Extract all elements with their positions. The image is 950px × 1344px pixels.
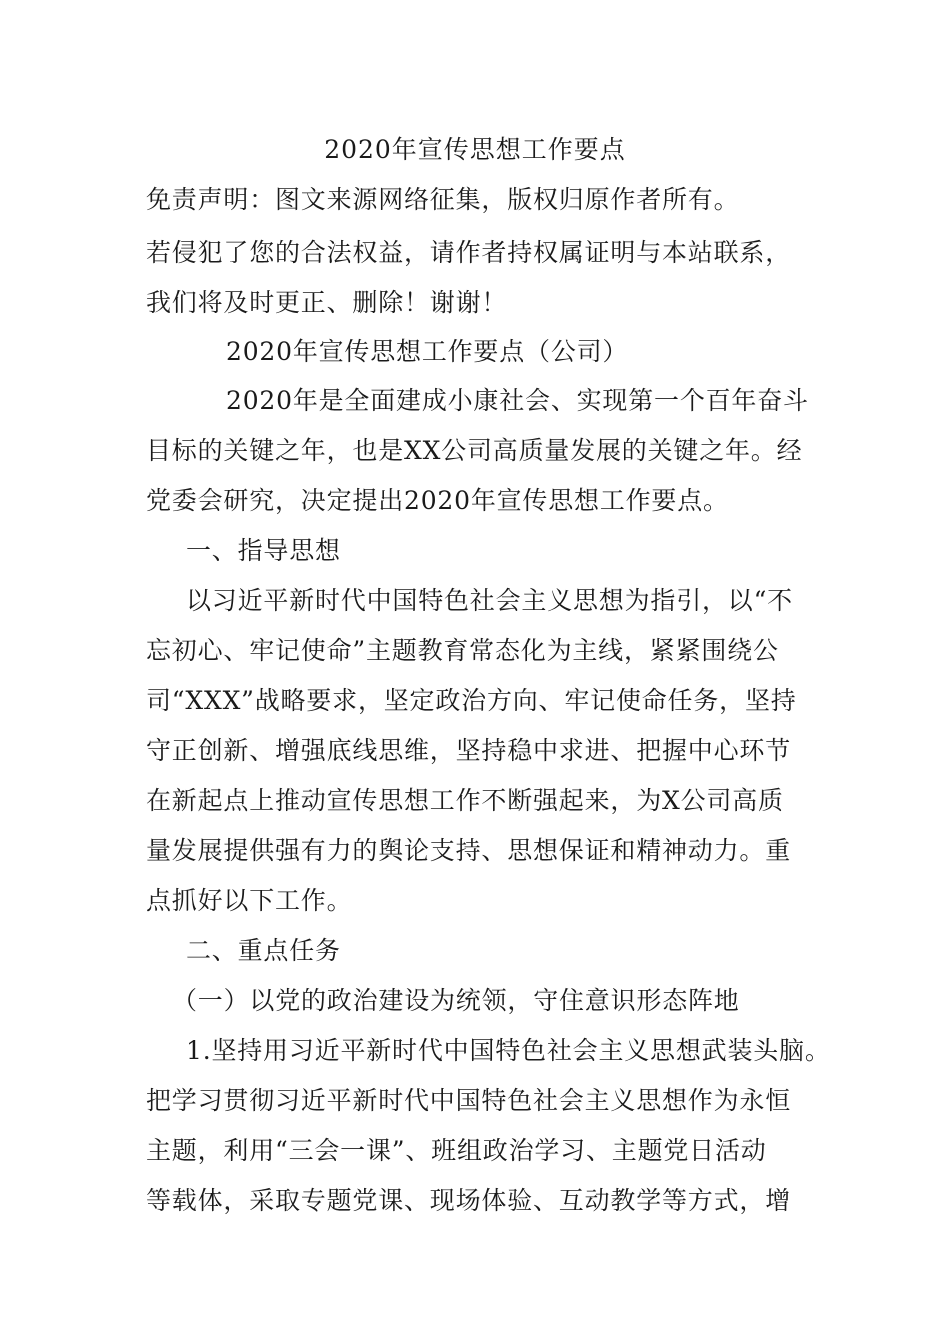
disclaimer-line: 免责声明：图文来源网络征集，版权归原作者所有。 — [146, 185, 740, 214]
section1-body-line: 以习近平新时代中国特色社会主义思想为指引，以“不 — [186, 586, 793, 615]
subsection1-heading: （一）以党的政治建设为统领，守住意识形态阵地 — [172, 986, 740, 1015]
document-title: 2020年宣传思想工作要点 — [324, 135, 626, 164]
document-subtitle: 2020年宣传思想工作要点（公司） — [226, 337, 629, 366]
section1-body-line: 司“XXX”战略要求，坚定政治方向、牢记使命任务，坚持 — [146, 686, 797, 715]
intro-line: 党委会研究，决定提出2020年宣传思想工作要点。 — [146, 486, 729, 515]
section1-body-line: 忘初心、牢记使命”主题教育常态化为主线，紧紧围绕公 — [146, 636, 779, 665]
section1-heading: 一、指导思想 — [186, 536, 341, 565]
section1-body-line: 点抓好以下工作。 — [146, 886, 353, 915]
disclaimer-line: 我们将及时更正、删除！谢谢！ — [146, 288, 508, 317]
item1-line: 主题，利用“三会一课”、班组政治学习、主题党日活动 — [146, 1136, 767, 1165]
item1-line: 1.坚持用习近平新时代中国特色社会主义思想武装头脑。 — [186, 1036, 831, 1065]
section1-body-line: 在新起点上推动宣传思想工作不断强起来，为X公司高质 — [146, 786, 784, 815]
intro-line: 目标的关键之年，也是XX公司高质量发展的关键之年。经 — [146, 436, 803, 465]
section1-body-line: 守正创新、增强底线思维，坚持稳中求进、把握中心环节 — [146, 736, 792, 765]
section2-heading: 二、重点任务 — [186, 936, 341, 965]
item1-line: 把学习贯彻习近平新时代中国特色社会主义思想作为永恒 — [146, 1086, 792, 1115]
disclaimer-line: 若侵犯了您的合法权益，请作者持权属证明与本站联系， — [146, 238, 792, 267]
item1-line: 等载体，采取专题党课、现场体验、互动教学等方式，增 — [146, 1186, 792, 1215]
section1-body-line: 量发展提供强有力的舆论支持、思想保证和精神动力。重 — [146, 836, 792, 865]
intro-line: 2020年是全面建成小康社会、实现第一个百年奋斗 — [226, 386, 809, 415]
